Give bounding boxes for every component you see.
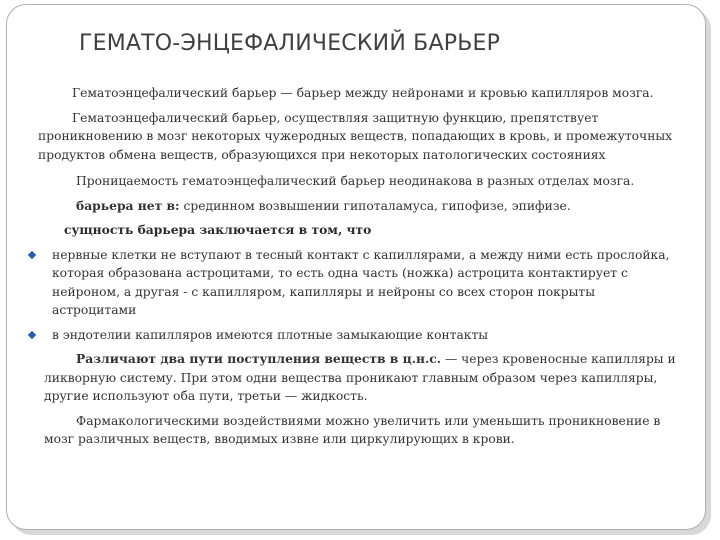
paragraph-definition: Гематоэнцефалический барьер — барьер между нейронами и кровью капилляров мозга. — [72, 86, 654, 100]
bullet-item — [38, 326, 678, 345]
slide-body — [38, 84, 678, 449]
paragraph-no-barrier — [38, 197, 678, 216]
paragraph-function: Гематоэнцефалический барьер, осуществляя защитную функцию, препятствует проникновению в мозг некоторых чужеродных веществ, попадающих в кровь, и промежуточных продуктов обмена веществ, образующихся при некоторых патологических состояниях — [38, 110, 673, 162]
no-barrier-lead: барьера нет в: — [76, 197, 180, 213]
bullet-text: нервные клетки не вступают в тесный контакт с капиллярами, а между ними есть прослойка, которая образована астроцитами, то есть одна часть (ножка) астроцита контактирует с нейроном, а другая - с капилляром, капилляры и нейроны со всех сторон покрыты астроцитами — [52, 247, 670, 317]
bullet-item — [38, 246, 678, 320]
paragraph-permeability: Проницаемость гематоэнцефалический барьер неодинакова в разных отделах мозга. — [76, 174, 635, 188]
paragraph-pathways — [44, 350, 678, 406]
slide — [6, 4, 714, 534]
pathways-text: — через кровеносные капилляры и ликворную систему. При этом одни вещества проникают главным образом через капилляры, другие используют оба пути, третьи — жидкость. — [44, 352, 676, 403]
paragraph-pharmacology: Фармакологическими воздействиями можно увеличить или уменьшить проникновение в мозг различных веществ, вводимых извне или циркулирующих в крови. — [44, 413, 661, 446]
bullet-text: в эндотелии капилляров имеются плотные замыкающие контакты — [52, 327, 489, 342]
paragraph-essence: сущность барьера заключается в том, что — [64, 222, 372, 237]
pathways-lead: Различают два пути поступления веществ в ц.н.с. — [76, 351, 442, 366]
slide-title: ГЕМАТО-ЭНЦЕФАЛИЧЕСКИЙ БАРЬЕР — [79, 31, 501, 56]
no-barrier-text: срединном возвышении гипоталамуса, гипофизе, эпифизе. — [179, 198, 571, 213]
